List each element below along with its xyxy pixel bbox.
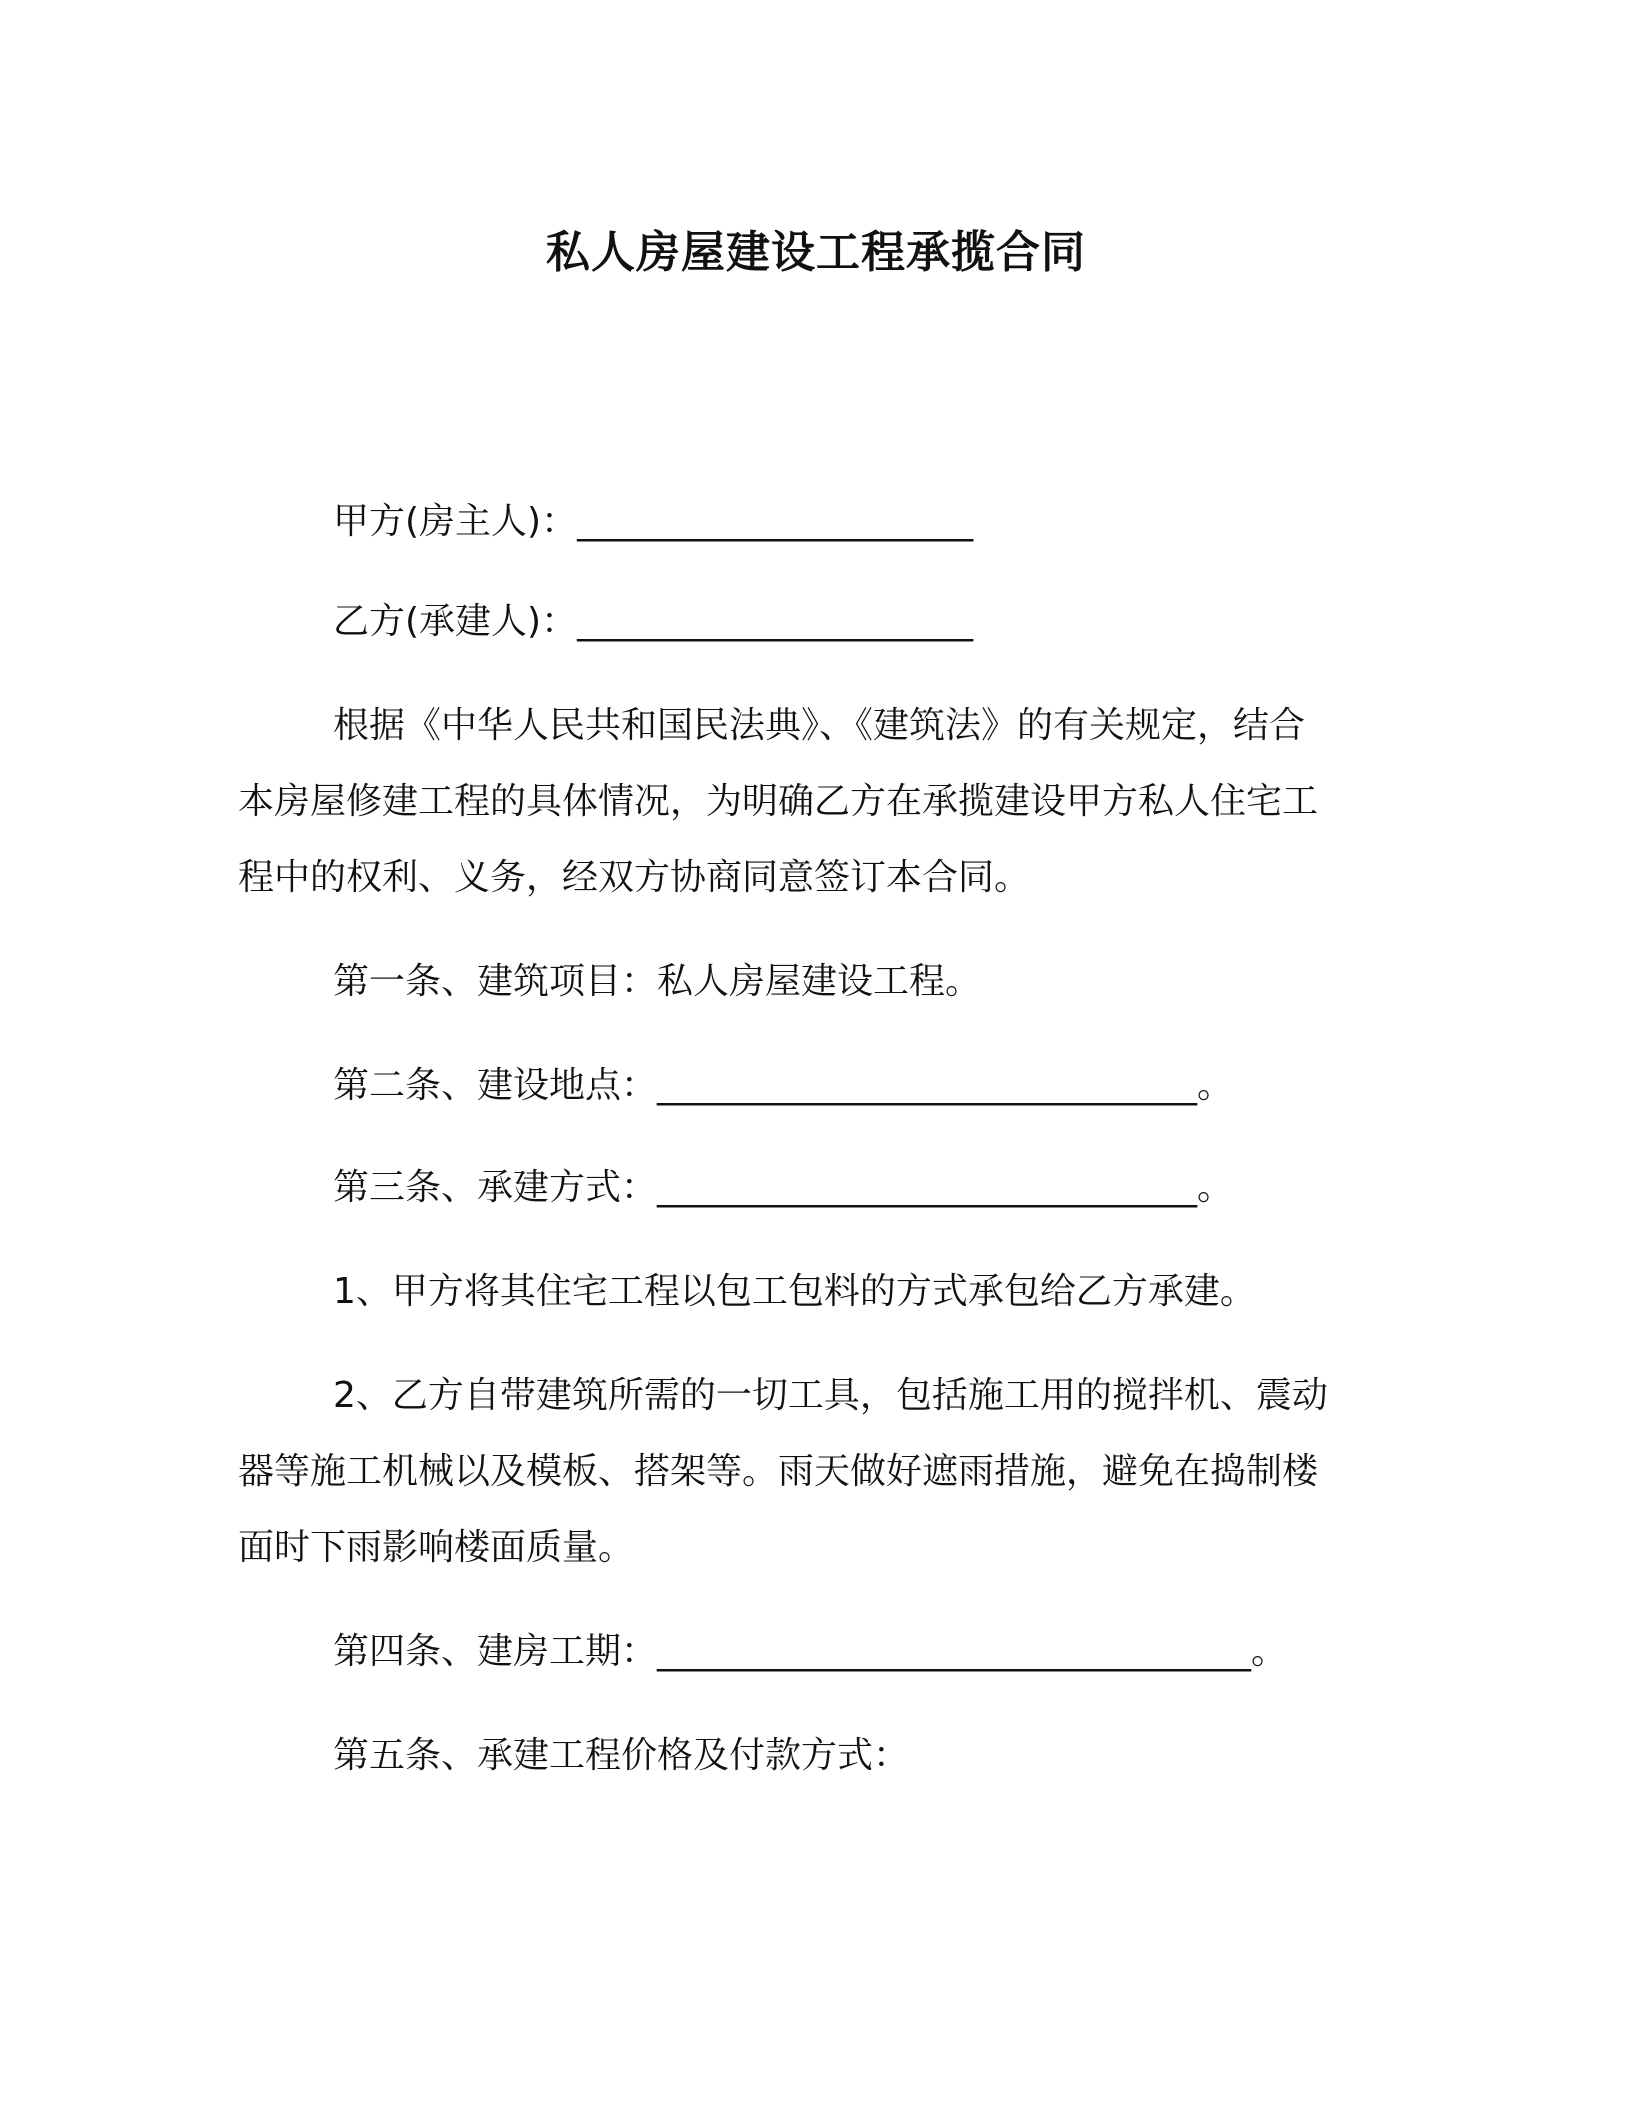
- clause-1-line: 1、甲方将其住宅工程以包工包料的方式承包给乙方承建。: [333, 1271, 1256, 1312]
- document-title: 私人房屋建设工程承揽合同: [546, 227, 1086, 278]
- article-2-line: 第二条、建设地点：______________________________。: [333, 1065, 1234, 1106]
- party-a-line: 甲方(房主人)：______________________: [333, 501, 974, 542]
- article-3-line: 第三条、承建方式：______________________________。: [333, 1167, 1234, 1208]
- party-b-line: 乙方(承建人)：______________________: [333, 601, 974, 642]
- preamble-line-1: 根据《中华人民共和国民法典》、《建筑法》的有关规定，结合: [333, 705, 1306, 746]
- clause-2-line-3: 面时下雨影响楼面质量。: [238, 1527, 635, 1568]
- clause-2-line-1: 2、乙方自带建筑所需的一切工具，包括施工用的搅拌机、震动: [333, 1375, 1328, 1416]
- preamble-line-2: 本房屋修建工程的具体情况，为明确乙方在承揽建设甲方私人住宅工: [238, 781, 1319, 822]
- preamble-line-3: 程中的权利、义务，经双方协商同意签订本合同。: [238, 857, 1031, 898]
- article-4-line: 第四条、建房工期：_________________________________。: [333, 1631, 1288, 1672]
- clause-2-line-2: 器等施工机械以及模板、搭架等。雨天做好遮雨措施，避免在捣制楼: [238, 1451, 1319, 1492]
- article-1-line: 第一条、建筑项目：私人房屋建设工程。: [333, 961, 982, 1002]
- article-5-line: 第五条、承建工程价格及付款方式：: [333, 1735, 910, 1776]
